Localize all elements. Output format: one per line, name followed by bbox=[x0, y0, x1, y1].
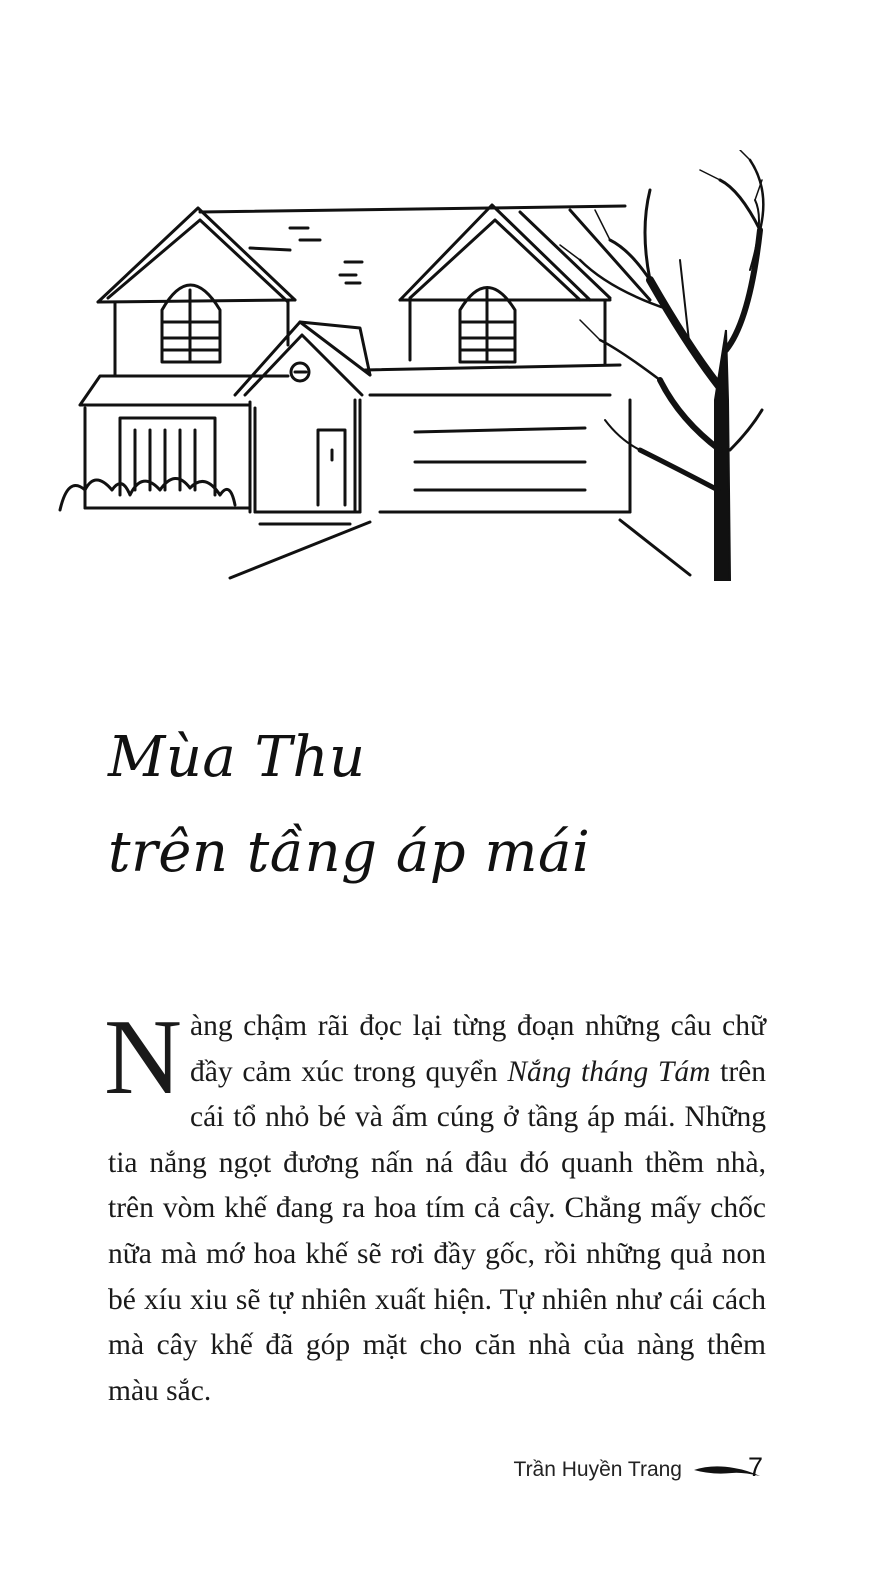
page-footer bbox=[514, 1458, 762, 1482]
book-title: Nắng tháng Tám bbox=[507, 1055, 711, 1088]
body-paragraph bbox=[104, 998, 766, 1414]
chapter-body bbox=[104, 998, 766, 1414]
drop-cap: N bbox=[104, 998, 182, 1117]
body-text-rest: trên cái tổ nhỏ bé và ấm cúng ở tầng áp mái. Những tia nắng ngọt đương nấn ná đâu đó quanh thềm nhà, trên vòm khế đang ra hoa tím cả cây. Chẳng mấy chốc nữa mà mớ hoa khế sẽ rơi đầy gốc, rồi những quả non bé xíu xiu sẽ tự nhiên xuất hiện. Tự nhiên như cái cách mà cây khế đã góp mặt cho căn nhà của nàng thêm màu sắc. bbox=[108, 1055, 766, 1407]
author-name: Trần Huyền Trang bbox=[513, 1458, 682, 1481]
page-number: 7 bbox=[748, 1452, 764, 1482]
chapter-title-line1: Mùa Thu bbox=[108, 725, 366, 790]
chapter-title-line2: trên tầng áp mái bbox=[108, 820, 591, 885]
house-illustration bbox=[50, 150, 780, 590]
body-text-start: àng chậm rãi đọc lại từng đoạn những câu chữ đầy cảm xúc trong quyển bbox=[190, 1010, 766, 1088]
